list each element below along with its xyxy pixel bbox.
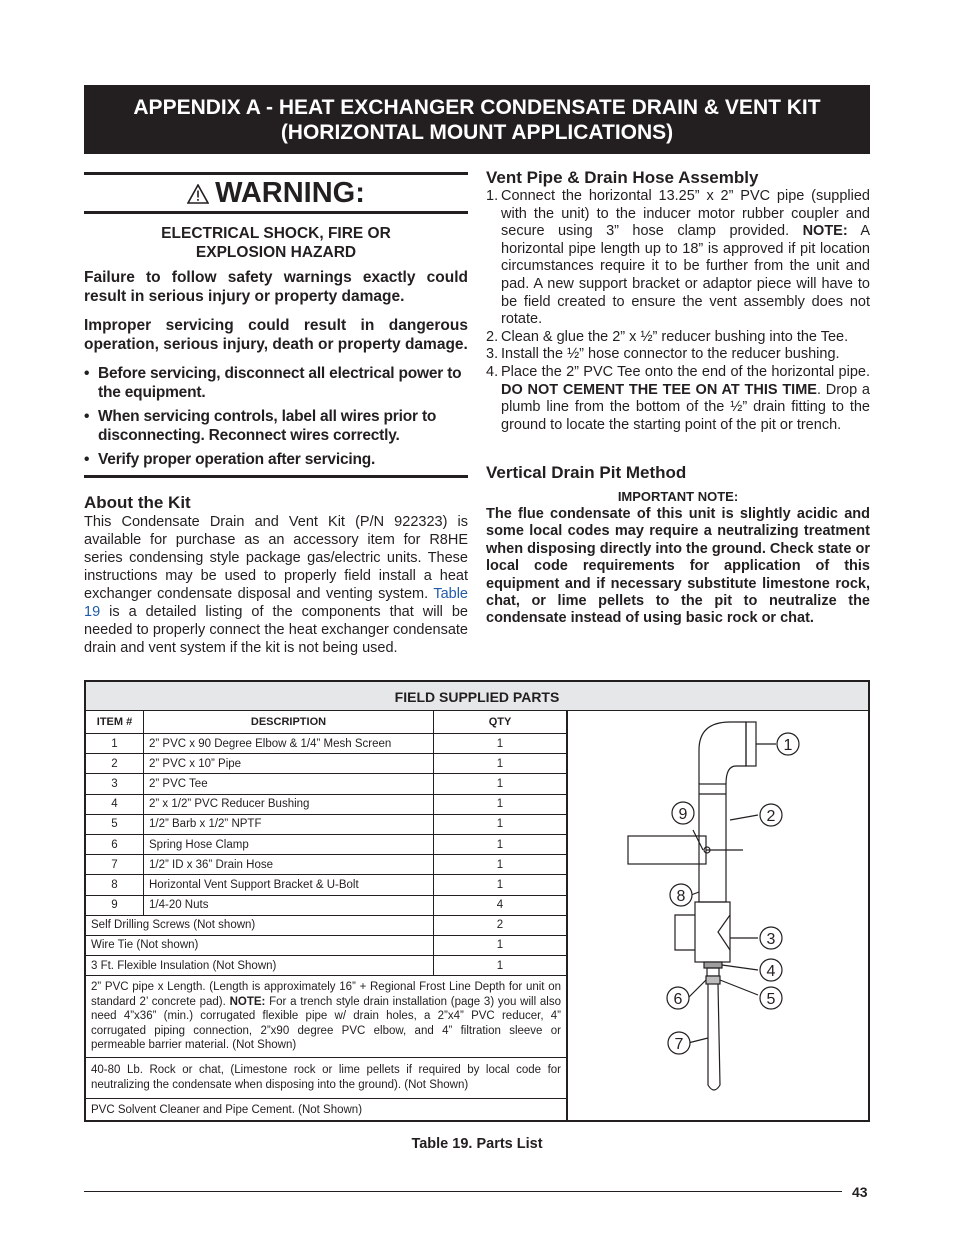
elbow-mesh-screen xyxy=(746,722,756,766)
footer-rule xyxy=(84,1191,842,1192)
warning-title-text: WARNING: xyxy=(215,177,365,209)
step-item: 3. Install the ½” hose connector to the reducer bushing. xyxy=(486,346,840,363)
support-bracket xyxy=(628,836,706,864)
table-note-row: PVC Solvent Cleaner and Pipe Cement. (Not Shown) xyxy=(86,1098,567,1122)
table-caption: Table 19. Parts List xyxy=(411,1136,543,1152)
barb-fitting xyxy=(707,968,719,976)
vent-section xyxy=(486,167,870,434)
banner-title-line1: APPENDIX A - HEAT EXCHANGER CONDENSATE DRAIN & VENT KIT xyxy=(133,95,821,119)
table-row: 9 1/4-20 Nuts 4 xyxy=(86,895,567,915)
table-row: 2 2” PVC x 10” Pipe 1 xyxy=(86,754,567,774)
diagram-svg xyxy=(568,710,870,1122)
step-item: 2. Clean & glue the 2” x ½” reducer bushing into the Tee. xyxy=(486,328,849,345)
header-item: ITEM # xyxy=(86,711,144,734)
hazard-heading: ELECTRICAL SHOCK, FIRE OR EXPLOSION HAZARD xyxy=(161,225,391,261)
warning-bullet: • Verify proper operation after servicing. xyxy=(84,450,468,469)
page-number: 43 xyxy=(852,1184,868,1200)
about-text: This Condensate Drain and Vent Kit (P/N 922323) is available for purchase as an accessory item for R8HE series condensing style package gas/electric units. These instructions may be used to properly field install a heat exchanger condensate disposal and venting system. Table 19 is a detailed listing of the components that will be needed to properly connect the heat exchanger condensate drain and vent system if the kit is not being used. xyxy=(84,514,468,656)
important-note-text: The flue condensate of this unit is slightly acidic and some local codes may require a neutralizing treatment when disposing directly into the ground. Check state or local code requirements for application of this equipment and if necessary substitute limestone rock, chat, or lime pellets to the pit to neutralize the condensate instead of using basic rock or chat. xyxy=(486,506,870,627)
pvc-elbow xyxy=(699,722,746,784)
table-row: 3 Ft. Flexible Insulation (Not Shown) 1 xyxy=(86,956,567,976)
drain-hose xyxy=(708,984,720,1090)
table-row: Wire Tie (Not shown) 1 xyxy=(86,935,567,955)
table-title: FIELD SUPPLIED PARTS xyxy=(86,682,868,711)
table-note-row: 2” PVC pipe x Length. (Length is approximately 16” + Regional Frost Line Depth for unit on standard 2’ concrete pad). NOTE: For a trench style drain installation (page 3) you will also need 4”x36” (min.) corrugated flexible pipe w/ drain holes, a 2”x4” PVC reducer, 4” corrugated piping connection, 2”x90 degree PVC elbow, and 4” filtration sleeve or permeable barrier material. (Not Shown) xyxy=(86,976,567,1058)
table-note-row: 40-80 Lb. Rock or chat, (Limestone rock or lime pellets if required by local code for neutralizing the condensate when disposing into the ground). (Not Shown) xyxy=(86,1057,567,1098)
warning-box xyxy=(84,172,468,478)
callout-1: 1 xyxy=(783,737,793,754)
about-heading: About the Kit xyxy=(84,493,191,512)
callout-2: 2 xyxy=(766,808,776,825)
callout-5: 5 xyxy=(766,991,776,1008)
pit-heading: Vertical Drain Pit Method xyxy=(486,463,687,482)
warning-triangle-icon xyxy=(187,184,209,204)
table-row: 6 Spring Hose Clamp 1 xyxy=(86,834,567,854)
reducer-bushing xyxy=(704,962,722,968)
step-item: 1. Connect the horizontal 13.25” x 2” PVC pipe (supplied with the unit) to the inducer motor rubber coupler and secure using 3” hose clamp provided. NOTE: A horizontal pipe length up to 18” is approved if pit location circumstances require it to be further from the unit and pad. A new support bracket or adaptor piece will have to be field created to ensure the vent assembly does not rotate. xyxy=(486,188,870,328)
callout-3: 3 xyxy=(766,931,776,948)
header-qty: QTY xyxy=(434,711,567,734)
table-19-link[interactable]: Table 19 xyxy=(84,586,468,620)
header-description: DESCRIPTION xyxy=(144,711,434,734)
warning-bullet: • Before servicing, disconnect all electrical power to the equipment. xyxy=(84,364,468,402)
pvc-pipe xyxy=(699,784,726,902)
hose-clamp xyxy=(706,976,720,984)
vent-steps xyxy=(486,188,870,434)
callout-9: 9 xyxy=(678,806,688,823)
appendix-banner xyxy=(84,85,870,154)
warning-bullets xyxy=(84,364,468,469)
callout-6: 6 xyxy=(673,991,683,1008)
table-row: Self Drilling Screws (Not shown) 2 xyxy=(86,915,567,935)
table-row: 5 1/2” Barb x 1/2” NPTF 1 xyxy=(86,814,567,834)
banner-title-line2: (HORIZONTAL MOUNT APPLICATIONS) xyxy=(280,120,674,144)
vent-heading: Vent Pipe & Drain Hose Assembly xyxy=(486,168,759,187)
important-note-label: IMPORTANT NOTE: xyxy=(617,489,739,504)
pvc-tee xyxy=(695,902,730,962)
warning-bullet: • When servicing controls, label all wires prior to disconnecting. Reconnect wires correctly. xyxy=(84,407,468,445)
table-header-row xyxy=(86,711,567,734)
table-row: 8 Horizontal Vent Support Bracket & U-Bolt 1 xyxy=(86,875,567,895)
table-row: 7 1/2” ID x 36” Drain Hose 1 xyxy=(86,855,567,875)
table-row: 3 2” PVC Tee 1 xyxy=(86,774,567,794)
parts-table xyxy=(86,710,567,1122)
callout-4: 4 xyxy=(766,963,776,980)
pit-section xyxy=(486,462,870,628)
callout-7: 7 xyxy=(674,1036,684,1053)
warning-title xyxy=(84,175,468,214)
warning-paragraph-1: Failure to follow safety warnings exactly could result in serious injury or property damage. xyxy=(84,269,468,305)
callout-8: 8 xyxy=(676,888,686,905)
vent-kit-diagram xyxy=(567,710,870,1122)
warning-paragraph-2: Improper servicing could result in dangerous operation, serious injury, death or property damage. xyxy=(84,317,468,353)
field-supplied-parts xyxy=(84,680,870,1122)
step-item: 4. Place the 2” PVC Tee onto the end of the horizontal pipe. DO NOT CEMENT THE TEE ON AT THIS TIME. Drop a plumb line from the bottom of the ½” drain fitting to the ground to locate the starting point of the pit or trench. xyxy=(486,363,870,433)
about-section xyxy=(84,492,468,657)
table-row: 4 2” x 1/2” PVC Reducer Bushing 1 xyxy=(86,794,567,814)
table-row: 1 2” PVC x 90 Degree Elbow & 1/4” Mesh Screen 1 xyxy=(86,734,567,754)
